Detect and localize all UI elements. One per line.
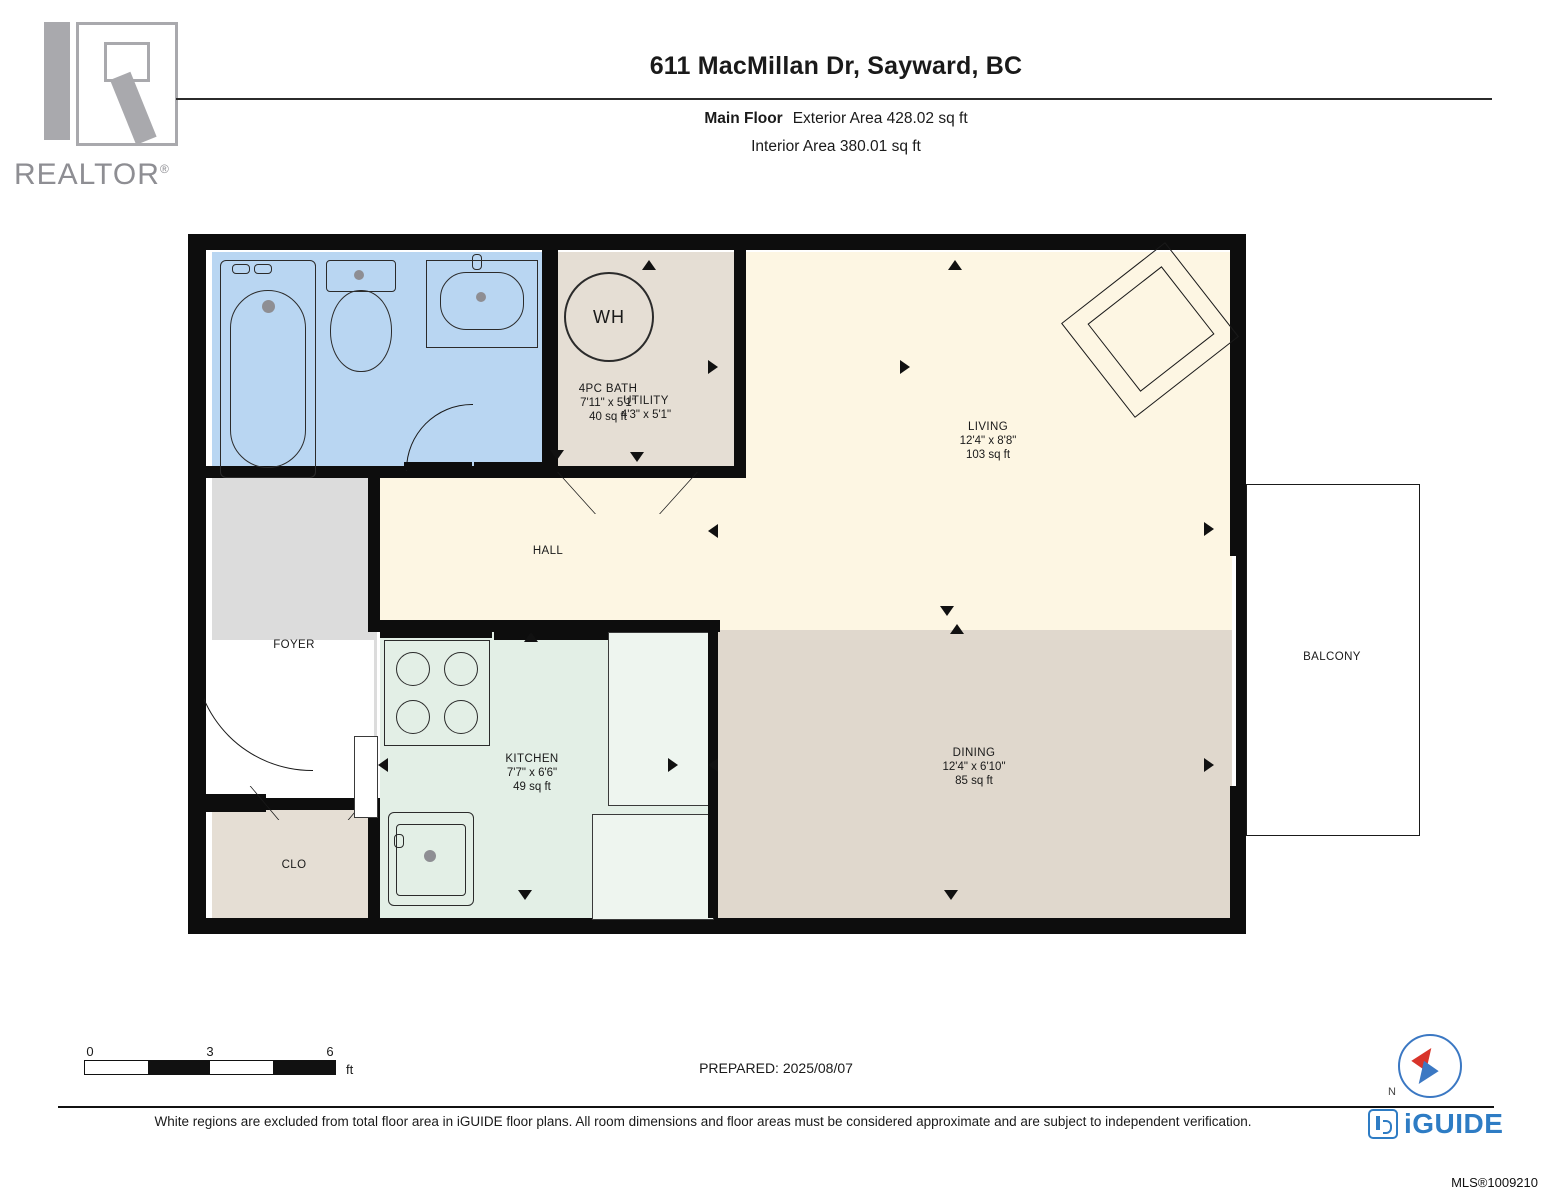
interior-area-text: Interior Area 380.01 sq ft [751, 138, 921, 155]
tub-faucet-icon [232, 264, 250, 274]
counter-run-lower [592, 814, 714, 920]
arrow-kitchen-left [378, 758, 388, 772]
scale-tick-6: 6 [326, 1044, 334, 1059]
realtor-registered-mark: ® [159, 162, 170, 176]
tub-handle-icon [254, 264, 272, 274]
title-divider [176, 98, 1492, 100]
room-label-utility: UTILITY 4'3" x 5'1" [620, 395, 672, 421]
exterior-area-text: Exterior Area 428.02 sq ft [792, 110, 968, 127]
range-outline [384, 640, 490, 746]
burner-icon-1 [396, 652, 430, 686]
arrow-bath-door [550, 450, 564, 460]
wall-top [188, 234, 1246, 250]
realtor-mark-icon [14, 16, 174, 156]
wall-right-door-jamb-top [1230, 534, 1246, 556]
compass-north-label: N [1388, 1086, 1396, 1098]
scale-tick-3: 3 [206, 1044, 214, 1059]
mls-number: MLS®1009210 [1451, 1175, 1538, 1190]
arrow-hall-left [708, 524, 718, 538]
arrow-utility-door [630, 452, 644, 462]
counter-edge-upper [708, 632, 718, 804]
toilet-bowl-icon [330, 290, 392, 372]
room-label-living: LIVING 12'4" x 8'8" 103 sq ft [959, 421, 1017, 461]
page-title: 611 MacMillan Dr, Sayward, BC [649, 52, 1023, 80]
room-label-balcony: BALCONY [1303, 651, 1361, 663]
bathtub-basin [230, 290, 306, 468]
prepared-date: PREPARED: 2025/08/07 [699, 1060, 853, 1076]
arrow-living-top [948, 260, 962, 270]
wall-right-slider [1236, 556, 1246, 786]
wall-entry-stub-left [206, 794, 266, 812]
burner-icon-3 [396, 700, 430, 734]
kitchen-sink-drain-icon [424, 850, 436, 862]
room-label-foyer: FOYER [273, 639, 315, 651]
room-label-hall: HALL [532, 545, 564, 557]
wall-utility-living [734, 250, 746, 478]
floor-label: Main Floor [704, 110, 783, 127]
iguide-badge-icon [1368, 1109, 1398, 1139]
kitchen-counter-top-edge [380, 630, 492, 638]
scale-ticks [84, 1044, 364, 1060]
toilet-flush-icon [354, 270, 364, 280]
arrow-utility-right [900, 360, 910, 374]
bath-door-leaf [404, 462, 472, 470]
arrow-dining-right [1204, 758, 1214, 772]
counter-run-upper [608, 632, 714, 806]
disclaimer-text: White regions are excluded from total floor area in iGUIDE floor plans. All room dimensions and floor areas must be considered approximate and are subject to independent verification. [154, 1114, 1252, 1129]
arrow-kitchen-top [524, 632, 538, 642]
arrow-kitchen-right [668, 758, 678, 772]
arrow-dining-left [708, 758, 718, 772]
room-label-closet: CLO [281, 859, 307, 871]
scale-unit-label: ft [346, 1062, 354, 1077]
arrow-kitchen-bottom [518, 890, 532, 900]
realtor-wordmark [14, 158, 204, 192]
burner-icon-2 [444, 652, 478, 686]
kitchen-faucet-icon [394, 834, 404, 848]
wall-bath-utility [542, 250, 558, 478]
room-label-bath: 4PC BATH 7'11" x 5'1" 40 sq ft [578, 383, 638, 423]
floor-area-line-exterior [176, 110, 1496, 128]
fridge-outline [354, 736, 378, 818]
burner-icon-4 [444, 700, 478, 734]
entry-door-leaf [194, 650, 204, 770]
scale-tick-0: 0 [86, 1044, 94, 1059]
counter-edge-lower [708, 804, 718, 918]
room-label-kitchen: KITCHEN 7'7" x 6'6" 49 sq ft [505, 753, 559, 793]
floor-area-line-interior [176, 138, 1496, 156]
kitchen-upper-cabinet-line [494, 630, 608, 640]
room-label-dining: DINING 12'4" x 6'10" 85 sq ft [942, 747, 1006, 787]
water-heater-icon [564, 272, 654, 362]
arrow-utility-top [642, 260, 656, 270]
realtor-word-text: REALTOR [14, 158, 160, 191]
iguide-wordmark: iGUIDE [1404, 1108, 1504, 1139]
bath-door-threshold [474, 462, 542, 470]
arrow-bath-right [708, 360, 718, 374]
sink-faucet-icon [472, 254, 482, 270]
water-heater-label: WH [593, 306, 625, 327]
floor-plan-drawing [188, 234, 1418, 934]
iguide-logo [1368, 1108, 1503, 1140]
footer-divider [58, 1106, 1494, 1108]
compass-icon [1388, 1034, 1462, 1098]
arrow-living-bottom [940, 606, 954, 616]
arrow-dining-bottom [944, 890, 958, 900]
arrow-dining-top [950, 624, 964, 634]
wall-right-upper [1230, 234, 1246, 534]
wall-bottom [188, 918, 1246, 934]
arrow-living-right [1204, 522, 1214, 536]
sink-drain-icon [476, 292, 486, 302]
wall-left [188, 234, 206, 934]
wall-foyer-right [368, 466, 380, 632]
wall-right-lower [1230, 786, 1246, 934]
bathtub-drain-icon [262, 300, 275, 313]
